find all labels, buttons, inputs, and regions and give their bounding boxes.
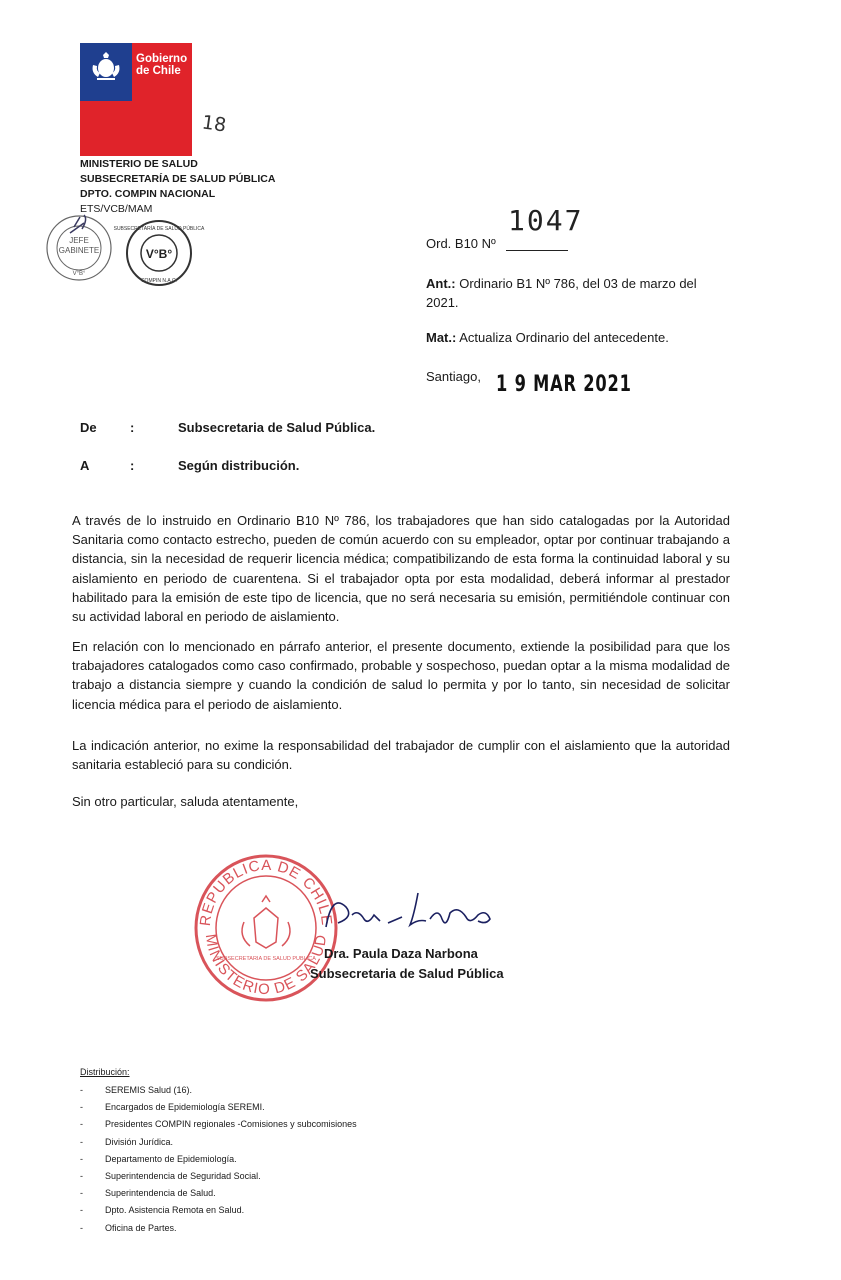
handwritten-signature <box>318 885 518 945</box>
red-stamp-crest-icon <box>242 896 290 948</box>
list-item: - División Jurídica. <box>80 1134 357 1151</box>
list-item: - Presidentes COMPIN regionales -Comisiones y subcomisiones <box>80 1116 357 1133</box>
ant-label: Ant.: <box>426 276 456 291</box>
distribution-item-4: Departamento de Epidemiología. <box>105 1153 237 1164</box>
signatory-title: Subsecretaria de Salud Pública <box>310 966 504 981</box>
list-item: - SEREMIS Salud (16). <box>80 1082 357 1099</box>
red-stamp-ring-top: REPUBLICA DE CHILE <box>196 856 336 927</box>
distribution-item-1: Encargados de Epidemiología SEREMI. <box>105 1102 265 1113</box>
date-stamp: 1 9 MAR 2021 <box>496 372 632 397</box>
from-value: Subsecretaria de Salud Pública. <box>178 420 376 435</box>
list-item: - Dpto. Asistencia Remota en Salud. <box>80 1202 357 1219</box>
department-line: DPTO. COMPIN NACIONAL <box>80 188 216 200</box>
coat-of-arms-icon <box>89 51 123 81</box>
list-item: - Superintendencia de Seguridad Social. <box>80 1168 357 1185</box>
jefe-gabinete-stamp <box>44 213 114 283</box>
distribution-item-6: Superintendencia de Salud. <box>105 1188 216 1199</box>
vb-stamp-ring-top: SUBSECRETARÍA DE SALUD PÚBLICA <box>113 226 205 232</box>
number-underline <box>506 238 568 251</box>
red-stamp-ring-bottom: MINISTERIO DE SALUD <box>201 932 331 999</box>
body-paragraph-1: A través de lo instruido en Ordinario B10 Nº 786, los trabajadores que han sido catalogadas por la Autoridad Sanitaria como contacto estrecho, pueden de común acuerdo con su empleador, optar por continuar trabajando a distancia, sin la necesidad de requerir licencia médica; compatibilizando de esta forma la continuidad laboral y su aislamiento en periodo de cuarentena. Si el trabajador opta por esta modalidad, deberá informar al prestador habilitado para la emisión de este tipo de licencia, que no será necesaria su emisión, permitiéndole continuar con su actividad laboral en periodo de aislamiento. <box>72 513 730 625</box>
closing-line: Sin otro particular, saluda atentamente, <box>72 794 299 809</box>
vb-stamp-center-text: V°B° <box>145 247 173 261</box>
stamp-vb-small-text: V°B° <box>72 271 86 277</box>
ordinance-number: 1047 <box>508 204 584 237</box>
ministry-line: MINISTERIO DE SALUD <box>80 158 198 170</box>
logo-line-2: de Chile <box>136 65 181 77</box>
distribution-item-3: División Jurídica. <box>105 1136 174 1147</box>
initials-line: ETS/VCB/MAM <box>80 203 153 215</box>
logo-red-lower <box>80 101 132 156</box>
list-item: - Encargados de Epidemiología SEREMI. <box>80 1099 357 1116</box>
to-colon: : <box>130 458 135 473</box>
logo-blue-block <box>80 43 132 101</box>
logo-line-1: Gobierno <box>136 53 188 65</box>
body-paragraph-3: La indicación anterior, no exime la responsabilidad del trabajador de cumplir con el aislamiento que la autoridad sanitaria estableció para su condición. <box>72 738 730 773</box>
stamp-jefe-text: JEFE <box>69 236 89 245</box>
initials-scribble <box>70 215 86 233</box>
vb-stamp-ring-bottom: COMPIN N.A.C. <box>140 278 178 284</box>
to-label: A <box>80 458 90 473</box>
list-item: - Superintendencia de Salud. <box>80 1185 357 1202</box>
place-label: Santiago, <box>426 369 481 384</box>
subsecretaria-line: SUBSECRETARÍA DE SALUD PÚBLICA <box>80 173 276 185</box>
distribution-item-2: Presidentes COMPIN regionales -Comisiones y subcomisiones <box>105 1119 357 1130</box>
stamp-gabinete-text: GABINETE <box>58 246 100 255</box>
body-paragraph-2: En relación con lo mencionado en párrafo anterior, el presente documento, extiende la posibilidad para que los trabajadores catalogados como caso confirmado, probable y sospechoso, puedan optar a la misma modalidad de trabajo a distancia siempre y cuando la condición de salud lo permita y por lo tanto, sin necesidad de solicitar licencia médica para el periodo de aislamiento. <box>72 639 730 712</box>
list-item: - Oficina de Partes. <box>80 1220 357 1237</box>
logo-text <box>136 53 187 77</box>
signatory-name: Dra. Paula Daza Narbona <box>324 946 478 961</box>
list-item: - Departamento de Epidemiología. <box>80 1151 357 1168</box>
distribution-item-0: SEREMIS Salud (16). <box>105 1085 193 1095</box>
distribution-title: Distribución: <box>80 1067 130 1077</box>
ordinance-label-row <box>426 236 568 251</box>
antecedent <box>426 274 726 312</box>
distribution-item-8: Oficina de Partes. <box>105 1222 177 1233</box>
from-colon: : <box>130 420 135 435</box>
vb-compin-stamp <box>113 218 205 288</box>
ordinance-label: Ord. B10 Nº <box>426 236 496 251</box>
distribution-item-5: Superintendencia de Seguridad Social. <box>105 1171 261 1182</box>
distribution-item-7: Dpto. Asistencia Remota en Salud. <box>105 1205 245 1216</box>
ant-text: Ordinario B1 Nº 786, del 03 de marzo del 2021. <box>426 276 697 310</box>
matter <box>426 330 669 345</box>
to-value: Según distribución. <box>178 458 300 473</box>
red-stamp-inner-text: SUBSECRETARIA DE SALUD PUBLICA <box>216 956 316 962</box>
from-label: De <box>80 420 97 435</box>
letterhead <box>80 157 275 217</box>
mat-label: Mat.: <box>426 330 457 345</box>
mat-text: Actualiza Ordinario del antecedente. <box>459 330 669 345</box>
distribution-list <box>80 1082 357 1237</box>
handwritten-number: 18 <box>200 111 228 137</box>
